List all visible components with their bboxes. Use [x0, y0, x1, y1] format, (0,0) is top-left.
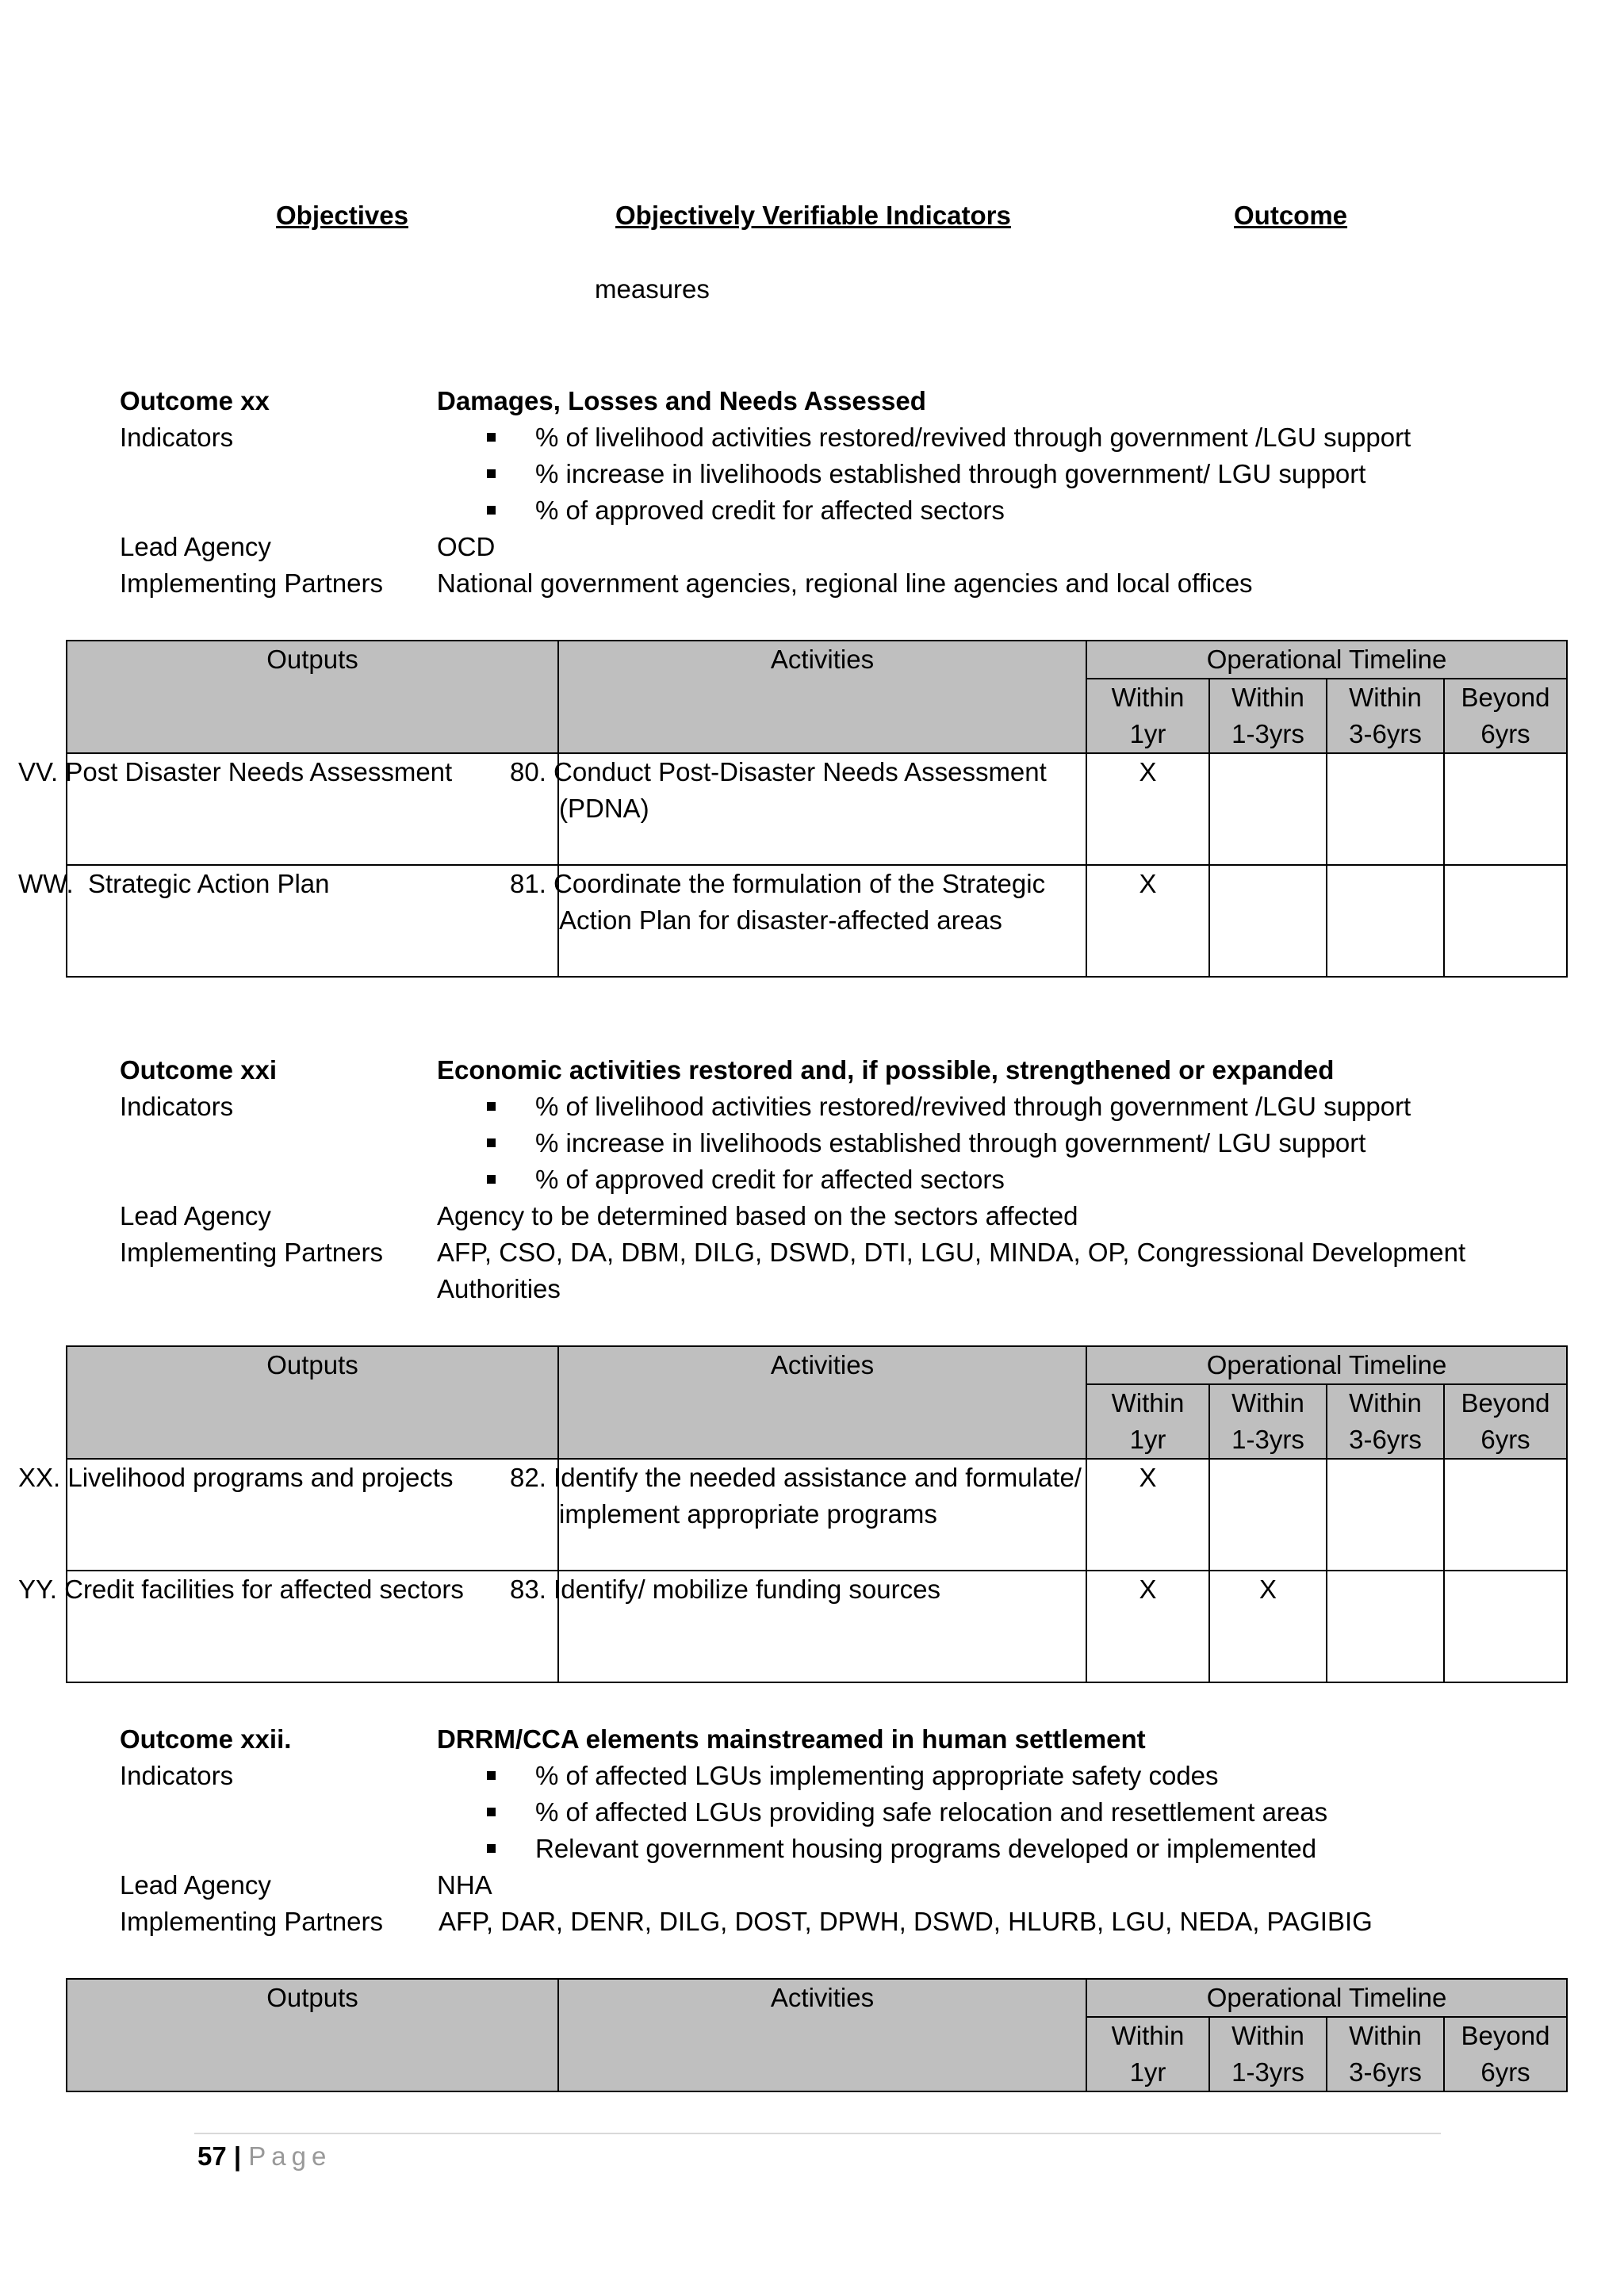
footer-divider: [194, 2133, 1441, 2134]
implementing-partners-value: National government agencies, regional line agencies and local offices: [437, 568, 1253, 598]
outcome-title: DRRM/CCA elements mainstreamed in human settlement: [437, 1724, 1146, 1754]
output-cell: XX. Livelihood programs and projects: [67, 1459, 558, 1571]
output-cell: WW. Strategic Action Plan: [67, 865, 558, 977]
activities-header: Activities: [558, 1979, 1086, 2091]
within-3-6yrs-header: Within 3-6yrs: [1327, 2017, 1444, 2091]
within-1yr-header: Within 1yr: [1086, 1384, 1209, 1459]
timeline-header: Operational Timeline: [1086, 1346, 1567, 1384]
outcome-label: Outcome xxi: [120, 1055, 278, 1085]
activity-cell: 83. Identify/ mobilize funding sources: [558, 1571, 1086, 1682]
outputs-header: Outputs: [67, 641, 558, 753]
outcome-header: Outcome: [1234, 201, 1348, 230]
output-cell: YY. Credit facilities for affected sectors: [67, 1571, 558, 1682]
within-1-3yrs-header: Within 1-3yrs: [1209, 2017, 1327, 2091]
activity-cell: 81. Coordinate the formulation of the Strategic Action Plan for disaster-affected areas: [558, 865, 1086, 977]
lead-agency-label: Lead Agency: [120, 532, 271, 561]
within-3-6yrs-header: Within 3-6yrs: [1327, 679, 1444, 753]
beyond-6yrs-header: Beyond 6yrs: [1444, 1384, 1567, 1459]
timeline-mark: [1327, 1459, 1444, 1571]
timeline-mark: [1209, 865, 1327, 977]
bullet-square-icon: [487, 1102, 496, 1111]
timeline-mark: [1444, 1459, 1567, 1571]
lead-agency-label: Lead Agency: [120, 1870, 271, 1900]
table-row: [67, 865, 1567, 977]
outcome-label: Outcome xxii.: [120, 1724, 292, 1754]
timeline-mark: [1444, 865, 1567, 977]
timeline-mark: [1444, 753, 1567, 865]
within-1-3yrs-header: Within 1-3yrs: [1209, 1384, 1327, 1459]
outputs-activities-table: [66, 1978, 1568, 2092]
within-1yr-header: Within 1yr: [1086, 2017, 1209, 2091]
implementing-partners-label: Implementing Partners: [120, 1907, 383, 1936]
page-footer: [197, 2138, 331, 2175]
outputs-header: Outputs: [67, 1346, 558, 1459]
bullet-square-icon: [487, 1175, 496, 1184]
timeline-mark: X: [1086, 1459, 1209, 1571]
page-word: Page: [248, 2141, 332, 2171]
indicators-label: Indicators: [120, 423, 234, 452]
lead-agency-value: Agency to be determined based on the sectors affected: [437, 1201, 1078, 1230]
beyond-6yrs-header: Beyond 6yrs: [1444, 679, 1567, 753]
timeline-mark: X: [1086, 1571, 1209, 1682]
timeline-mark: [1209, 1459, 1327, 1571]
within-1yr-header: Within 1yr: [1086, 679, 1209, 753]
indicators-label: Indicators: [120, 1761, 234, 1790]
outputs-header: Outputs: [67, 1979, 558, 2091]
bullet-square-icon: [487, 1844, 496, 1853]
timeline-mark: [1327, 1571, 1444, 1682]
indicators-label: Indicators: [120, 1092, 234, 1121]
timeline-mark: [1444, 1571, 1567, 1682]
indicators-header: Objectively Verifiable Indicators: [615, 201, 1011, 230]
timeline-mark: X: [1086, 753, 1209, 865]
outcome-title: Economic activities restored and, if possible, strengthened or expanded: [437, 1055, 1335, 1085]
bullet-square-icon: [487, 1138, 496, 1147]
page-number: 57: [197, 2141, 227, 2171]
implementing-partners-label: Implementing Partners: [120, 1238, 383, 1267]
lead-agency-value: NHA: [437, 1870, 492, 1900]
bullet-square-icon: [487, 469, 496, 478]
bullet-square-icon: [487, 1771, 496, 1780]
timeline-mark: X: [1086, 865, 1209, 977]
table-row: [67, 1571, 1567, 1682]
outputs-activities-table: [18, 640, 1568, 978]
table-row: [67, 1459, 1567, 1571]
timeline-mark: [1327, 865, 1444, 977]
outcome-title: Damages, Losses and Needs Assessed: [437, 386, 926, 415]
timeline-header: Operational Timeline: [1086, 641, 1567, 679]
implementing-partners-value: AFP, DAR, DENR, DILG, DOST, DPWH, DSWD, HLURB, LGU, NEDA, PAGIBIG: [439, 1907, 1373, 1936]
timeline-mark: [1209, 753, 1327, 865]
output-cell: VV. Post Disaster Needs Assessment: [67, 753, 558, 865]
timeline-mark: X: [1209, 1571, 1327, 1682]
timeline-mark: [1327, 753, 1444, 865]
implementing-partners-value: AFP, CSO, DA, DBM, DILG, DSWD, DTI, LGU, MINDA, OP, Congressional Development: [437, 1238, 1466, 1267]
objectives-header: Objectives: [276, 201, 408, 230]
within-3-6yrs-header: Within 3-6yrs: [1327, 1384, 1444, 1459]
timeline-header: Operational Timeline: [1086, 1979, 1567, 2017]
activities-header: Activities: [558, 641, 1086, 753]
implementing-partners-value-cont: Authorities: [437, 1274, 561, 1303]
bullet-square-icon: [487, 1808, 496, 1816]
lead-agency-label: Lead Agency: [120, 1201, 271, 1230]
activities-header: Activities: [558, 1346, 1086, 1459]
activity-cell: 80. Conduct Post-Disaster Needs Assessment (PDNA): [558, 753, 1086, 865]
bullet-square-icon: [487, 433, 496, 442]
implementing-partners-label: Implementing Partners: [120, 568, 383, 598]
table-row: [67, 753, 1567, 865]
footer-separator: |: [233, 2141, 242, 2171]
within-1-3yrs-header: Within 1-3yrs: [1209, 679, 1327, 753]
bullet-square-icon: [487, 506, 496, 515]
lead-agency-value: OCD: [437, 532, 496, 561]
continued-text: measures: [595, 274, 710, 304]
outcome-label: Outcome xx: [120, 386, 270, 415]
beyond-6yrs-header: Beyond 6yrs: [1444, 2017, 1567, 2091]
activity-cell: 82. Identify the needed assistance and formulate/ implement appropriate programs: [558, 1459, 1086, 1571]
outputs-activities-table: [18, 1345, 1568, 1683]
